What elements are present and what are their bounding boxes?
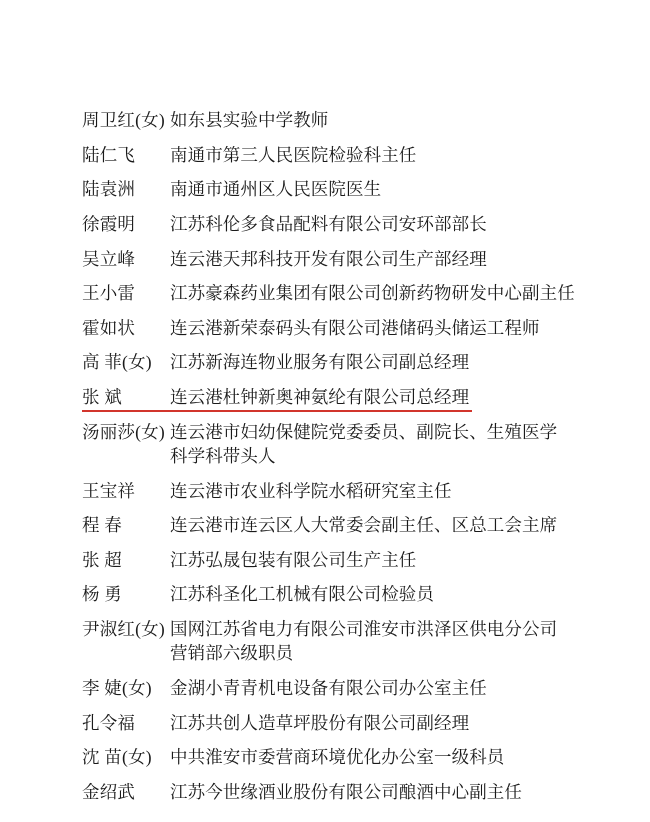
list-item: [82, 582, 590, 606]
honoree-affiliation: [170, 479, 590, 503]
honoree-name: 吴立峰: [82, 248, 136, 269]
honoree-name: 王小雷: [82, 283, 136, 304]
affiliation-line-1: 连云港市农业科学院水稻研究室主任: [170, 480, 452, 501]
affiliation-line-1: 连云港杜钟新奥神氨纶有限公司总经理: [170, 387, 470, 408]
honoree-name: 霍如状: [82, 317, 136, 338]
honoree-affiliation: [170, 177, 590, 201]
list-item: [82, 420, 590, 468]
list-item: [82, 212, 590, 236]
list-item: [82, 108, 590, 132]
affiliation-line-1: 江苏共创人造草坪股份有限公司副经理: [170, 712, 470, 733]
honoree-name: 周卫红(女): [82, 110, 165, 130]
affiliation-line-2: 科学科带头人: [170, 445, 276, 466]
honoree-name: 尹淑红(女): [82, 619, 165, 640]
honoree-name: 陆袁洲: [82, 179, 136, 200]
affiliation-line-1: 江苏弘晟包装有限公司生产主任: [170, 549, 417, 570]
affiliation-line-1: 江苏科伦多食品配料有限公司安环部部长: [170, 213, 487, 234]
affiliation-line-1: 江苏豪森药业集团有限公司创新药物研发中心副主任: [170, 283, 575, 304]
honoree-affiliation: [170, 281, 590, 305]
list-item: [82, 316, 590, 340]
honoree-list: [82, 108, 590, 804]
honoree-affiliation: [170, 247, 590, 271]
list-item: [82, 143, 590, 167]
list-item: [82, 479, 590, 503]
honoree-name: 程 春: [82, 515, 122, 536]
affiliation-line-2: 营销部六级职员: [170, 643, 294, 664]
list-item: [82, 513, 590, 537]
honoree-affiliation: [170, 108, 590, 132]
affiliation-line-1: 连云港市妇幼保健院党委委员、副院长、生殖医学: [170, 421, 558, 442]
honoree-name: 高 菲(女): [82, 352, 152, 373]
honoree-name: 金绍武: [82, 781, 136, 802]
honoree-affiliation: [170, 780, 590, 804]
list-item: [82, 676, 590, 700]
honoree-name: 陆仁飞: [82, 144, 136, 165]
affiliation-line-1: 连云港市连云区人大常委会副主任、区总工会主席: [170, 515, 558, 536]
affiliation-line-1: 南通市第三人民医院检验科主任: [170, 144, 417, 165]
list-item: [82, 281, 590, 305]
affiliation-line-1: 连云港新荣泰码头有限公司港储码头储运工程师: [170, 317, 540, 338]
honoree-affiliation: [170, 513, 590, 537]
honoree-name: 孔令福: [82, 712, 136, 733]
affiliation-line-1: 中共淮安市委营商环境优化办公室一级科员: [170, 747, 505, 768]
affiliation-line-1: 国网江苏省电力有限公司淮安市洪泽区供电分公司: [170, 619, 558, 640]
list-item: [82, 617, 590, 665]
honoree-affiliation: [170, 212, 590, 236]
honoree-affiliation: [170, 420, 590, 468]
honoree-name: 汤丽莎(女): [82, 421, 165, 442]
honoree-affiliation: [170, 350, 590, 374]
honoree-name: 张 斌: [82, 387, 122, 408]
affiliation-line-1: 如东县实验中学教师: [170, 110, 329, 130]
honoree-affiliation: [170, 548, 590, 572]
list-item: [82, 385, 590, 409]
honoree-name: 杨 勇: [82, 584, 122, 605]
honoree-affiliation: [170, 385, 590, 409]
honoree-affiliation: [170, 745, 590, 769]
affiliation-line-1: 江苏科圣化工机械有限公司检验员: [170, 584, 434, 605]
honoree-affiliation: [170, 582, 590, 606]
honoree-name: 徐霞明: [82, 213, 136, 234]
honoree-affiliation: [170, 676, 590, 700]
honoree-affiliation: [170, 711, 590, 735]
honoree-affiliation: [170, 143, 590, 167]
honoree-affiliation: [170, 316, 590, 340]
affiliation-line-1: 金湖小青青机电设备有限公司办公室主任: [170, 677, 487, 698]
list-item: [82, 548, 590, 572]
list-item: [82, 247, 590, 271]
affiliation-line-1: 江苏今世缘酒业股份有限公司酿酒中心副主任: [170, 781, 522, 802]
honoree-name: 李 婕(女): [82, 677, 152, 698]
list-item: [82, 177, 590, 201]
honoree-name: 沈 苗(女): [82, 747, 152, 768]
affiliation-line-1: 南通市通州区人民医院医生: [170, 179, 382, 200]
affiliation-line-1: 连云港天邦科技开发有限公司生产部经理: [170, 248, 487, 269]
honoree-name: 王宝祥: [82, 480, 136, 501]
honoree-affiliation: [170, 617, 590, 665]
list-item: [82, 711, 590, 735]
list-item: [82, 745, 590, 769]
honoree-name: 张 超: [82, 549, 122, 570]
list-item: [82, 350, 590, 374]
red-underline-annotation: [82, 410, 472, 413]
affiliation-line-1: 江苏新海连物业服务有限公司副总经理: [170, 352, 470, 373]
list-item: [82, 780, 590, 804]
